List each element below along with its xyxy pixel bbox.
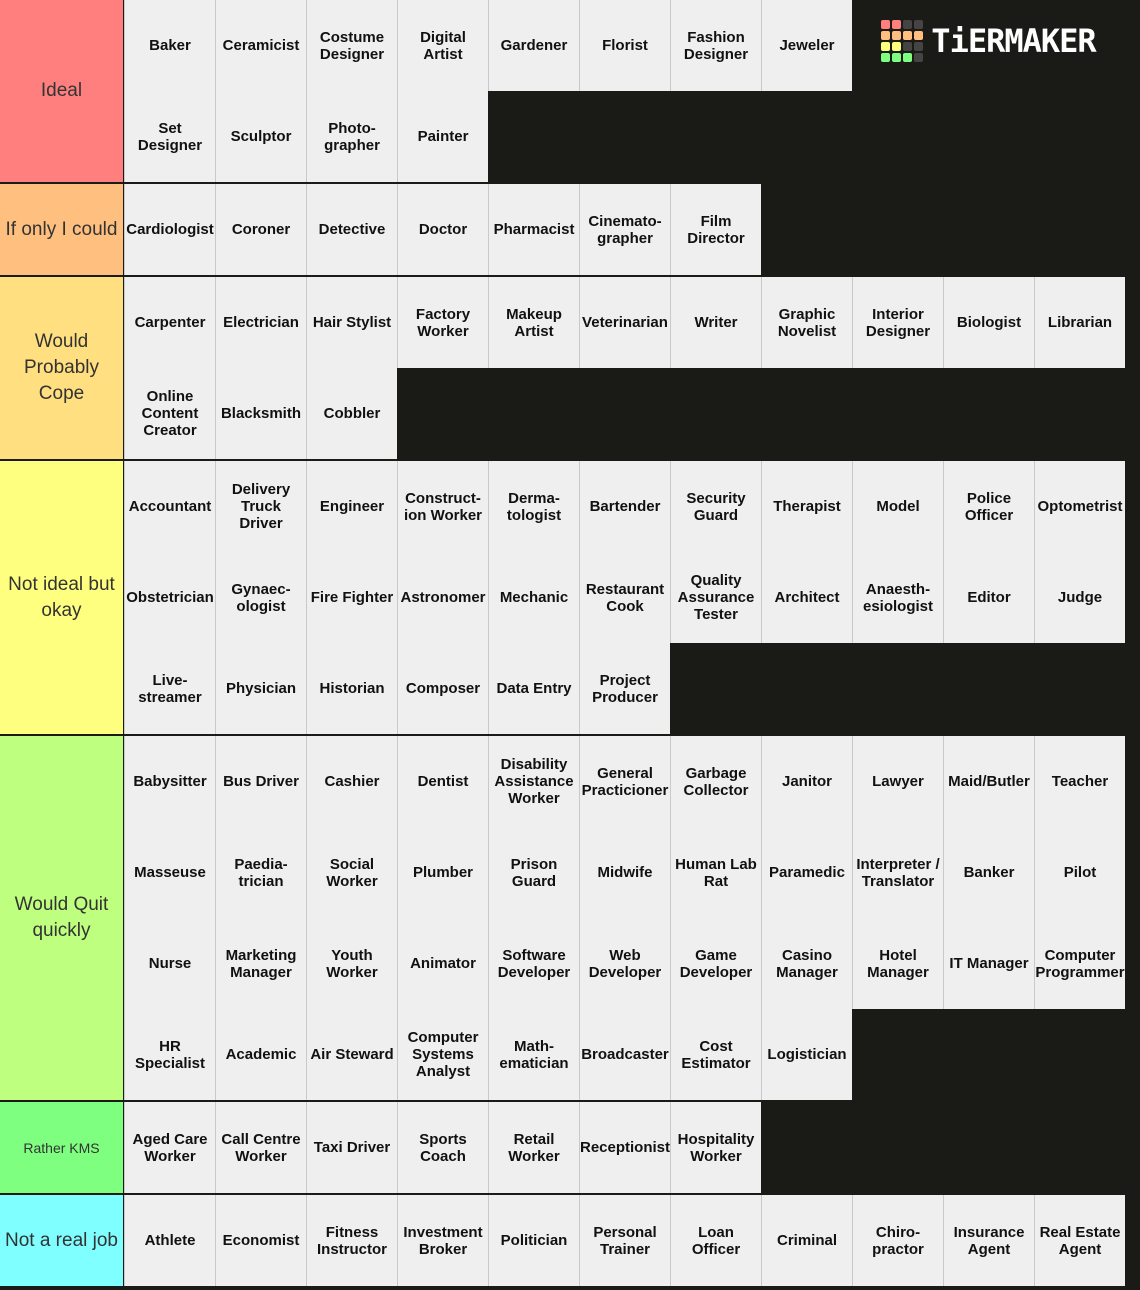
tier-item[interactable]: Cashier xyxy=(306,736,397,827)
tier-item[interactable]: Bus Driver xyxy=(215,736,306,827)
tier-item[interactable]: Call Centre Worker xyxy=(215,1102,306,1193)
tier-label[interactable]: Ideal xyxy=(0,0,124,182)
tier-item[interactable]: Academic xyxy=(215,1009,306,1100)
tier-item[interactable]: Data Entry xyxy=(488,643,579,734)
tier-item[interactable]: Retail Worker xyxy=(488,1102,579,1193)
tier-item[interactable]: Jeweler xyxy=(761,0,852,91)
tier-row xyxy=(0,1102,1140,1195)
tier-item[interactable]: Composer xyxy=(397,643,488,734)
tier-label[interactable]: Rather KMS xyxy=(0,1102,124,1193)
tier-item[interactable]: Bartender xyxy=(579,461,670,552)
tier-item[interactable]: Digital Artist xyxy=(397,0,488,91)
tier-item[interactable]: Delivery Truck Driver xyxy=(215,461,306,552)
tier-item[interactable]: Broadcaster xyxy=(579,1009,670,1100)
tier-item[interactable]: Cardiologist xyxy=(124,184,215,275)
tier-item[interactable]: Ceramicist xyxy=(215,0,306,91)
tier-item[interactable]: Social Worker xyxy=(306,827,397,918)
tiermaker-logo xyxy=(881,20,1095,62)
tier-item[interactable]: Baker xyxy=(124,0,215,91)
tier-item[interactable]: Veterinarian xyxy=(579,277,670,368)
tier-item[interactable]: Cost Estimator xyxy=(670,1009,761,1100)
tier-item[interactable]: Graphic Novelist xyxy=(761,277,852,368)
tier-item[interactable]: Investment Broker xyxy=(397,1195,488,1286)
tier-item[interactable]: Police Officer xyxy=(943,461,1034,552)
tier-item[interactable]: Real Estate Agent xyxy=(1034,1195,1125,1286)
tier-item[interactable]: IT Manager xyxy=(943,918,1034,1009)
tier-item[interactable]: Personal Trainer xyxy=(579,1195,670,1286)
tier-item[interactable]: Obstetrician xyxy=(124,552,215,643)
tier-item[interactable]: Web Developer xyxy=(579,918,670,1009)
tier-item[interactable]: Paedia- trician xyxy=(215,827,306,918)
tier-items xyxy=(124,1195,1128,1286)
tier-item[interactable]: Editor xyxy=(943,552,1034,643)
logo-area xyxy=(852,0,1125,91)
tier-item[interactable]: Politician xyxy=(488,1195,579,1286)
tier-item[interactable]: Film Director xyxy=(670,184,761,275)
tier-item[interactable]: Judge xyxy=(1034,552,1125,643)
tier-item[interactable]: Derma- tologist xyxy=(488,461,579,552)
tier-item[interactable]: Project Producer xyxy=(579,643,670,734)
tier-item[interactable]: Detective xyxy=(306,184,397,275)
tier-item[interactable]: Taxi Driver xyxy=(306,1102,397,1193)
tier-item[interactable]: Lawyer xyxy=(852,736,943,827)
tier-item[interactable]: Costume Designer xyxy=(306,0,397,91)
tier-item[interactable]: Animator xyxy=(397,918,488,1009)
tier-item[interactable]: Security Guard xyxy=(670,461,761,552)
tier-label[interactable]: Would Quit quickly xyxy=(0,736,124,1100)
tier-item[interactable]: Economist xyxy=(215,1195,306,1286)
tier-item[interactable]: Chiro- practor xyxy=(852,1195,943,1286)
tier-item[interactable]: Masseuse xyxy=(124,827,215,918)
tier-item[interactable]: Game Developer xyxy=(670,918,761,1009)
tier-item[interactable]: Carpenter xyxy=(124,277,215,368)
tier-item[interactable]: Youth Worker xyxy=(306,918,397,1009)
tier-items xyxy=(124,184,1128,275)
tier-label[interactable]: Not a real job xyxy=(0,1195,124,1286)
tier-item[interactable]: HR Specialist xyxy=(124,1009,215,1100)
tier-item[interactable]: Loan Officer xyxy=(670,1195,761,1286)
tier-item[interactable]: Pharmacist xyxy=(488,184,579,275)
tier-item[interactable]: Disability Assistance Worker xyxy=(488,736,579,827)
tier-item[interactable]: Fitness Instructor xyxy=(306,1195,397,1286)
tier-item[interactable]: Coroner xyxy=(215,184,306,275)
tier-item[interactable]: Live- streamer xyxy=(124,643,215,734)
tier-item[interactable]: Quality Assurance Tester xyxy=(670,552,761,643)
tier-item[interactable]: Computer Programmer xyxy=(1034,918,1125,1009)
tier-row xyxy=(0,736,1140,1102)
tier-item[interactable]: Photo- grapher xyxy=(306,91,397,182)
tier-item[interactable]: Physician xyxy=(215,643,306,734)
tier-label[interactable]: Would Probably Cope xyxy=(0,277,124,459)
tier-label[interactable]: Not ideal but okay xyxy=(0,461,124,734)
tier-item[interactable]: Pilot xyxy=(1034,827,1125,918)
tier-item[interactable]: Paramedic xyxy=(761,827,852,918)
tier-item[interactable]: Historian xyxy=(306,643,397,734)
tier-item[interactable]: Sports Coach xyxy=(397,1102,488,1193)
tier-item[interactable]: Cobbler xyxy=(306,368,397,459)
tier-item[interactable]: Writer xyxy=(670,277,761,368)
logo-grid-icon xyxy=(881,20,923,62)
tier-item[interactable]: Teacher xyxy=(1034,736,1125,827)
tier-item[interactable]: Nurse xyxy=(124,918,215,1009)
tier-item[interactable]: Interpreter / Translator xyxy=(852,827,943,918)
tier-items xyxy=(124,0,1128,182)
tier-item[interactable]: Logistician xyxy=(761,1009,852,1100)
tier-item[interactable]: Banker xyxy=(943,827,1034,918)
tier-row xyxy=(0,0,1140,184)
tier-item[interactable]: Dentist xyxy=(397,736,488,827)
tier-item[interactable]: Engineer xyxy=(306,461,397,552)
tier-row xyxy=(0,184,1140,277)
tier-row xyxy=(0,1195,1140,1288)
tier-item[interactable]: Restaurant Cook xyxy=(579,552,670,643)
tier-item[interactable]: Anaesth- esiologist xyxy=(852,552,943,643)
tier-item[interactable]: Model xyxy=(852,461,943,552)
tier-item[interactable]: Insurance Agent xyxy=(943,1195,1034,1286)
tier-row xyxy=(0,277,1140,461)
tier-item[interactable]: Criminal xyxy=(761,1195,852,1286)
tier-item[interactable]: Fire Fighter xyxy=(306,552,397,643)
tier-item[interactable]: Makeup Artist xyxy=(488,277,579,368)
tier-item[interactable]: Plumber xyxy=(397,827,488,918)
logo-text: TiERMAKER xyxy=(931,22,1096,60)
tier-items xyxy=(124,277,1128,459)
tier-item[interactable]: Hotel Manager xyxy=(852,918,943,1009)
tier-item[interactable]: Software Developer xyxy=(488,918,579,1009)
tier-item[interactable]: Optometrist xyxy=(1034,461,1125,552)
tier-item[interactable]: Architect xyxy=(761,552,852,643)
tier-item[interactable]: Doctor xyxy=(397,184,488,275)
tier-item[interactable]: Air Steward xyxy=(306,1009,397,1100)
tier-items xyxy=(124,461,1128,734)
tier-item[interactable]: Interior Designer xyxy=(852,277,943,368)
tier-item[interactable]: Maid/Butler xyxy=(943,736,1034,827)
tier-item[interactable]: Therapist xyxy=(761,461,852,552)
tier-item[interactable]: Midwife xyxy=(579,827,670,918)
tier-item[interactable]: Astronomer xyxy=(397,552,488,643)
tier-label[interactable]: If only I could xyxy=(0,184,124,275)
tier-item[interactable]: Blacksmith xyxy=(215,368,306,459)
tier-item[interactable]: Athlete xyxy=(124,1195,215,1286)
tier-item[interactable]: Florist xyxy=(579,0,670,91)
tier-item[interactable]: Aged Care Worker xyxy=(124,1102,215,1193)
tier-item[interactable]: Casino Manager xyxy=(761,918,852,1009)
tier-item[interactable]: Gardener xyxy=(488,0,579,91)
tier-item[interactable]: Gynaec- ologist xyxy=(215,552,306,643)
tier-item[interactable]: Hair Stylist xyxy=(306,277,397,368)
tier-item[interactable]: Human Lab Rat xyxy=(670,827,761,918)
tier-item[interactable]: Computer Systems Analyst xyxy=(397,1009,488,1100)
tier-item[interactable]: Factory Worker xyxy=(397,277,488,368)
tier-item[interactable]: Hospitality Worker xyxy=(670,1102,761,1193)
tier-item[interactable]: Accountant xyxy=(124,461,215,552)
tier-item[interactable]: Librarian xyxy=(1034,277,1125,368)
tier-item[interactable]: Painter xyxy=(397,91,488,182)
tier-item[interactable]: Marketing Manager xyxy=(215,918,306,1009)
tier-item[interactable]: Garbage Collector xyxy=(670,736,761,827)
tier-item[interactable]: Sculptor xyxy=(215,91,306,182)
tier-item[interactable]: Math- ematician xyxy=(488,1009,579,1100)
tier-item[interactable]: General Practicioner xyxy=(579,736,670,827)
tier-item[interactable]: Receptionist xyxy=(579,1102,670,1193)
tier-item[interactable]: Online Content Creator xyxy=(124,368,215,459)
tier-item[interactable]: Electrician xyxy=(215,277,306,368)
tier-item[interactable]: Babysitter xyxy=(124,736,215,827)
tier-item[interactable]: Janitor xyxy=(761,736,852,827)
tier-item[interactable]: Construct- ion Worker xyxy=(397,461,488,552)
tier-item[interactable]: Prison Guard xyxy=(488,827,579,918)
tier-row xyxy=(0,461,1140,736)
tier-item[interactable]: Set Designer xyxy=(124,91,215,182)
tier-item[interactable]: Biologist xyxy=(943,277,1034,368)
tier-item[interactable]: Fashion Designer xyxy=(670,0,761,91)
tier-items xyxy=(124,736,1128,1100)
tier-item[interactable]: Cinemato- grapher xyxy=(579,184,670,275)
tier-item[interactable]: Mechanic xyxy=(488,552,579,643)
tier-items xyxy=(124,1102,1128,1193)
